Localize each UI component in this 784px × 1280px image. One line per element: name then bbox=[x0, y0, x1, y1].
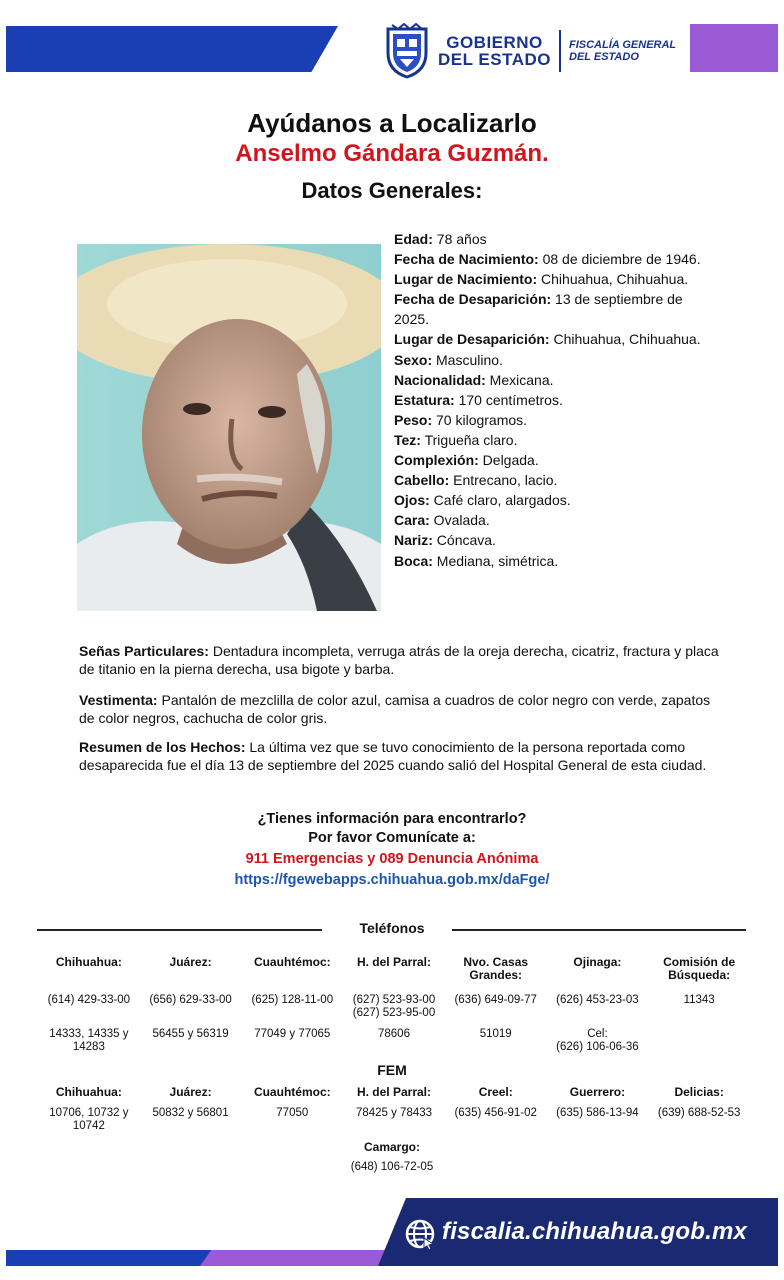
extension-cell: 14333, 14335 y 14283 bbox=[49, 1028, 129, 1053]
info-label: Lugar de Nacimiento: bbox=[394, 271, 538, 288]
info-row-cabello bbox=[394, 470, 704, 490]
info-row-lugar-desaparicion bbox=[394, 329, 704, 349]
info-label: Cabello: bbox=[394, 472, 450, 489]
fem-cell: 50832 y 56801 bbox=[152, 1107, 229, 1119]
person-name: Anselmo Gándara Guzmán. bbox=[235, 140, 549, 167]
flyer-title: Ayúdanos a Localizarlo bbox=[247, 108, 537, 138]
coat-of-arms-icon bbox=[384, 23, 430, 79]
phones-row-2 bbox=[38, 1028, 750, 1054]
fem-cell: 10706, 10732 y 10742 bbox=[49, 1107, 129, 1132]
camargo-label: Camargo: bbox=[363, 1140, 420, 1154]
header-violet-band bbox=[690, 24, 778, 72]
camargo-phone: (648) 106-72-05 bbox=[350, 1161, 434, 1173]
info-row-fecha-desaparicion bbox=[394, 289, 704, 329]
senas-label: Señas Particulares: bbox=[79, 643, 209, 659]
info-row-cara bbox=[394, 510, 704, 530]
fem-cell: 77050 bbox=[276, 1107, 309, 1119]
phones-header: Nvo. Casas Grandes: bbox=[463, 955, 529, 982]
globe-icon bbox=[404, 1218, 436, 1250]
info-value: 13 de septiembre de 2025. bbox=[394, 291, 683, 328]
fem-header: H. del Parral: bbox=[356, 1085, 431, 1099]
distinguishing-marks bbox=[79, 643, 729, 678]
resumen-value: La última vez que se tuvo conocimiento de la persona reportada como desaparecida fue el día 13 de septiembre del 2025 cuando salió del Hospital General de esta ciudad. bbox=[79, 739, 707, 773]
senas-value: Dentadura incompleta, verruga atrás de la oreja derecha, cicatriz, fractura y placa de titanio en la pierna derecha, usa bigote y barba. bbox=[79, 643, 719, 677]
info-value: Chihuahua, Chihuahua. bbox=[537, 271, 689, 288]
gobierno-line-1: GOBIERNO bbox=[446, 33, 543, 52]
section-title-general-data: Datos Generales: bbox=[301, 178, 483, 203]
info-row-tez bbox=[394, 430, 704, 450]
info-row-sexo bbox=[394, 350, 704, 370]
info-label: Edad: bbox=[394, 231, 433, 247]
info-value: 78 años bbox=[432, 231, 487, 247]
info-label: Complexión: bbox=[394, 452, 479, 469]
contact-link[interactable]: https://fgewebapps.chihuahua.gob.mx/daFge/ bbox=[234, 872, 550, 888]
info-label: Boca: bbox=[394, 552, 433, 569]
footer-website-link[interactable]: fiscalia.chihuahua.gob.mx bbox=[442, 1218, 748, 1245]
extension-cell: Cel: (626) 106-06-36 bbox=[556, 1028, 639, 1053]
extension-cell: 56455 y 56319 bbox=[152, 1028, 229, 1040]
info-value: Ovalada. bbox=[429, 512, 490, 529]
phone-cell: (625) 128-11-00 bbox=[251, 994, 334, 1006]
government-logo bbox=[384, 22, 684, 80]
general-data-list bbox=[394, 229, 704, 571]
info-row-boca bbox=[394, 551, 704, 571]
info-value: Delgada. bbox=[478, 452, 539, 469]
info-row-lugar-nacimiento bbox=[394, 269, 704, 289]
fem-header: Chihuahua: bbox=[55, 1085, 122, 1099]
info-value: Entrecano, lacio. bbox=[449, 472, 558, 489]
info-label: Fecha de Nacimiento: bbox=[394, 251, 539, 268]
gobierno-line-2: DEL ESTADO bbox=[438, 50, 551, 69]
info-row-complexion bbox=[394, 450, 704, 470]
phone-cell: (627) 523-93-00 (627) 523-95-00 bbox=[352, 994, 436, 1019]
phone-cell: (636) 649-09-77 bbox=[454, 994, 537, 1006]
info-row-nariz bbox=[394, 530, 704, 550]
logo-divider bbox=[559, 30, 561, 72]
phones-header: Juárez: bbox=[169, 955, 212, 969]
footer-violet-band bbox=[200, 1250, 390, 1266]
info-row-estatura bbox=[394, 390, 704, 410]
emergency-numbers: 911 Emergencias y 089 Denuncia Anónima bbox=[245, 851, 539, 867]
fem-header: Delicias: bbox=[674, 1085, 724, 1099]
fem-header: Juárez: bbox=[169, 1085, 212, 1099]
info-value: Masculino. bbox=[432, 351, 503, 368]
phones-header: Comisión de Búsqueda: bbox=[663, 955, 736, 982]
fem-header: Cuauhtémoc: bbox=[253, 1085, 331, 1099]
info-label: Fecha de Desaparición: bbox=[394, 291, 552, 308]
info-label: Sexo: bbox=[394, 351, 433, 368]
info-value: 08 de diciembre de 1946. bbox=[538, 251, 701, 268]
info-label: Peso: bbox=[394, 411, 433, 428]
clothing bbox=[79, 692, 729, 727]
info-value: Cóncava. bbox=[432, 532, 496, 549]
fem-header: Creel: bbox=[478, 1085, 513, 1099]
info-value: Chihuahua, Chihuahua. bbox=[549, 331, 701, 348]
info-value: Café claro, alargados. bbox=[429, 492, 571, 509]
extension-cell: 51019 bbox=[479, 1028, 512, 1040]
info-row-peso bbox=[394, 410, 704, 430]
fem-row-1 bbox=[38, 1107, 750, 1133]
info-value: Mediana, simétrica. bbox=[432, 552, 559, 569]
phones-title: Teléfonos bbox=[359, 920, 425, 936]
info-value: Trigueña claro. bbox=[420, 431, 518, 448]
resumen-label: Resumen de los Hechos: bbox=[79, 739, 246, 755]
extension-cell: 77049 y 77065 bbox=[254, 1028, 331, 1040]
info-row-nacionalidad bbox=[394, 370, 704, 390]
fiscalia-line-2: DEL ESTADO bbox=[569, 51, 639, 63]
vestimenta-label: Vestimenta: bbox=[79, 692, 158, 708]
phone-cell: (614) 429-33-00 bbox=[47, 994, 131, 1006]
phone-cell: (656) 629-33-00 bbox=[149, 994, 232, 1006]
info-label: Nariz: bbox=[394, 532, 433, 549]
info-value: Mexicana. bbox=[485, 371, 554, 388]
extension-cell: 78606 bbox=[378, 1028, 410, 1040]
info-value: 70 kilogramos. bbox=[432, 411, 528, 428]
phones-header: H. del Parral: bbox=[356, 955, 431, 969]
phones-header: Cuauhtémoc: bbox=[253, 955, 331, 969]
fem-cell: (635) 586-13-94 bbox=[556, 1107, 639, 1119]
info-row-fecha-nacimiento bbox=[394, 249, 704, 269]
fem-title: FEM bbox=[377, 1062, 407, 1078]
fem-header: Guerrero: bbox=[569, 1085, 626, 1099]
gobierno-wordmark bbox=[438, 34, 551, 68]
contact-question: ¿Tienes información para encontrarlo? bbox=[257, 811, 527, 827]
phone-cell: 11343 bbox=[683, 994, 715, 1006]
extension-cell bbox=[648, 1028, 750, 1054]
info-label: Ojos: bbox=[394, 492, 430, 509]
fem-header-row bbox=[38, 1086, 750, 1099]
info-row-edad bbox=[394, 229, 704, 249]
info-label: Lugar de Desaparición: bbox=[394, 331, 550, 348]
fem-cell: (635) 456-91-02 bbox=[454, 1107, 537, 1119]
phones-header: Ojinaga: bbox=[573, 955, 622, 969]
info-label: Nacionalidad: bbox=[394, 371, 486, 388]
contact-prompt: Por favor Comunícate a: bbox=[308, 830, 476, 846]
footer-blue-band bbox=[6, 1250, 216, 1266]
phone-cell: (626) 453-23-03 bbox=[556, 994, 639, 1006]
info-label: Tez: bbox=[394, 431, 421, 448]
info-row-ojos bbox=[394, 490, 704, 510]
fem-cell: 78425 y 78433 bbox=[355, 1107, 433, 1119]
phones-header: Chihuahua: bbox=[55, 955, 122, 969]
phones-row-1 bbox=[38, 994, 750, 1020]
header-blue-band bbox=[6, 26, 338, 72]
phones-header-row bbox=[38, 956, 750, 982]
fiscalia-wordmark bbox=[569, 39, 676, 63]
fem-cell: (639) 688-52-53 bbox=[657, 1107, 741, 1119]
vestimenta-value: Pantalón de mezclilla de color azul, camisa a cuadros de color negro con verde, zapatos de color negros, cachucha de color gris. bbox=[79, 692, 711, 726]
info-value: 170 centímetros. bbox=[454, 391, 563, 408]
info-label: Estatura: bbox=[394, 391, 455, 408]
fiscalia-line-1: FISCALÍA GENERAL bbox=[569, 39, 677, 51]
info-label: Cara: bbox=[394, 512, 430, 529]
facts-summary bbox=[79, 739, 729, 774]
person-photo bbox=[77, 244, 381, 611]
